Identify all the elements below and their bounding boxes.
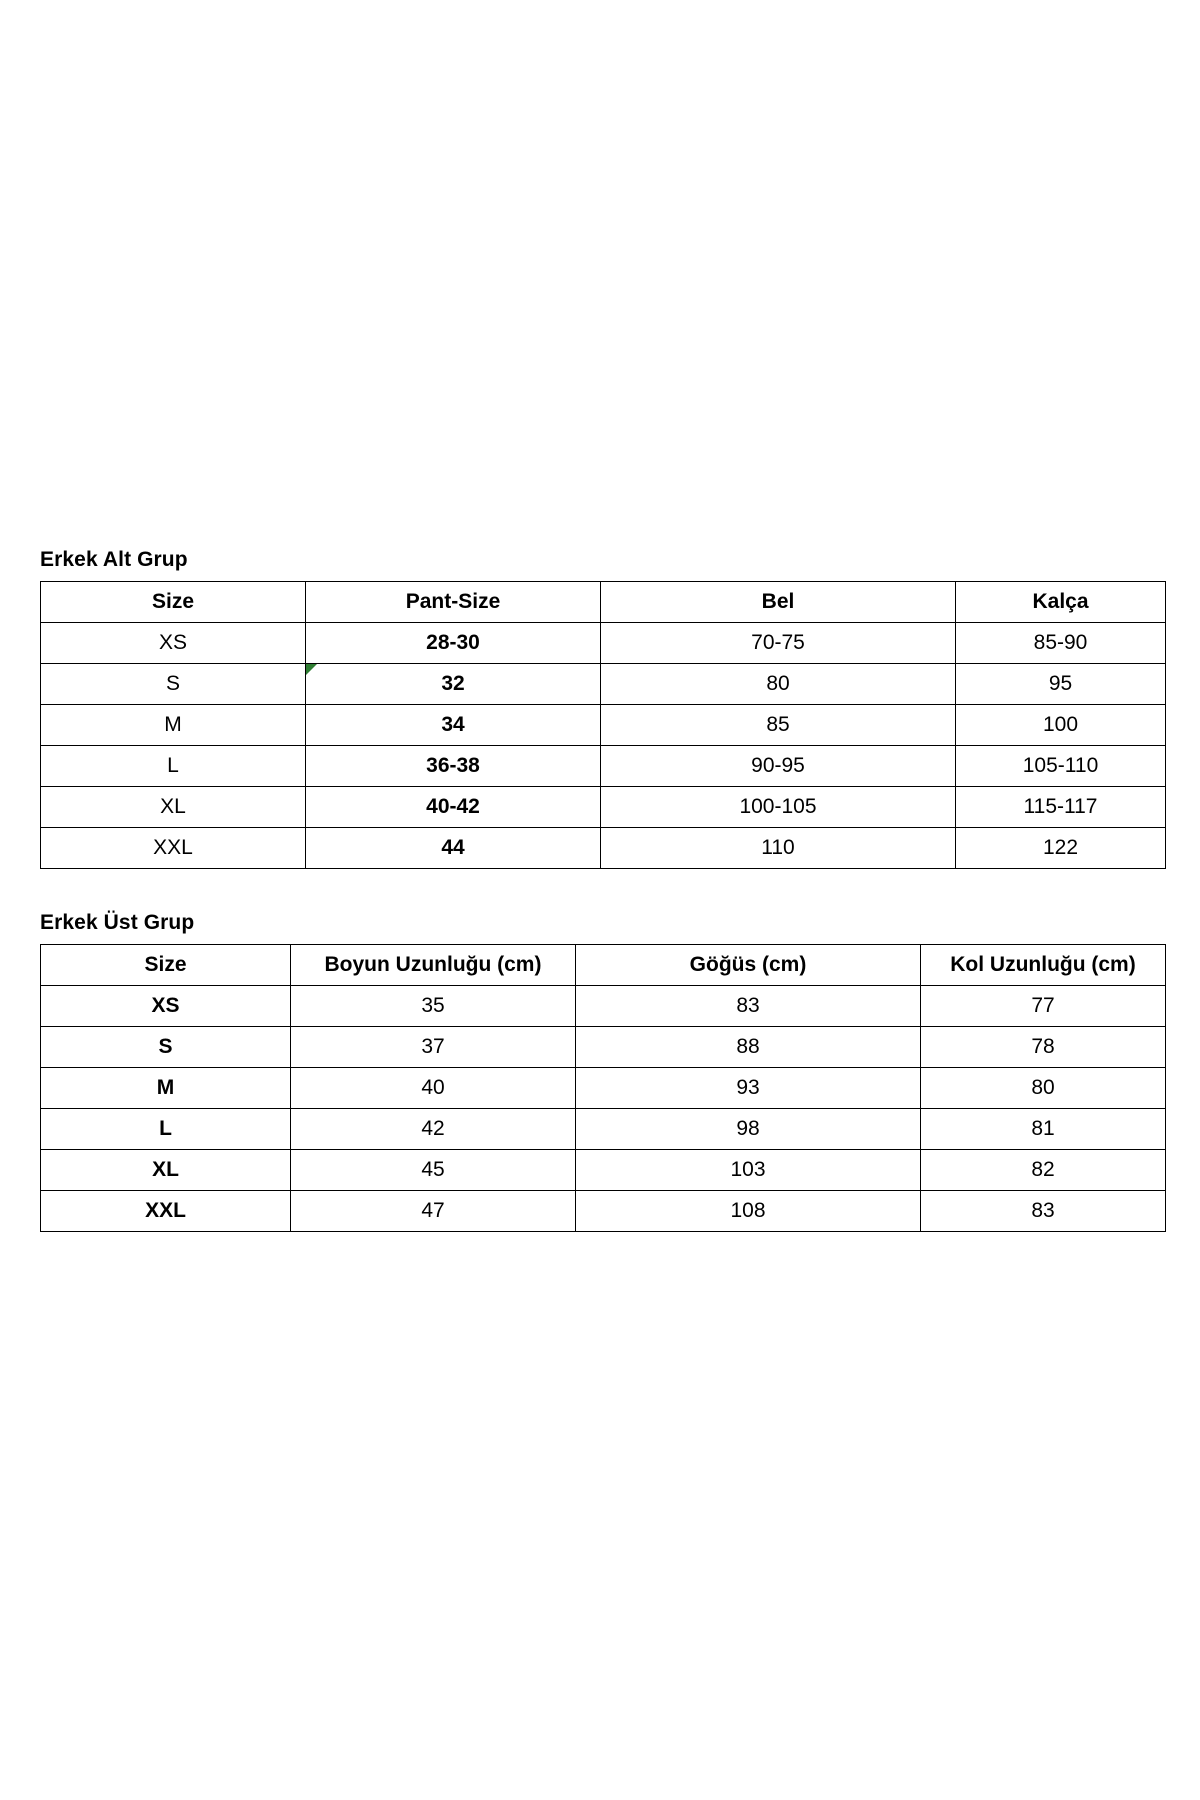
- cell-kalca: 122: [956, 828, 1166, 869]
- lower-body-size-table: [40, 581, 1166, 869]
- cell-pant-size: 40-42: [306, 787, 601, 828]
- cell-size: XL: [41, 787, 306, 828]
- cell-sleeve-length: 78: [921, 1027, 1166, 1068]
- cell-size: M: [41, 1068, 291, 1109]
- cell-sleeve-length: 77: [921, 986, 1166, 1027]
- cell-sleeve-length: 81: [921, 1109, 1166, 1150]
- cell-sleeve-length: 82: [921, 1150, 1166, 1191]
- cell-sleeve-length: 80: [921, 1068, 1166, 1109]
- cell-pant-size: 28-30: [306, 623, 601, 664]
- cell-chest: 98: [576, 1109, 921, 1150]
- cell-neck-length: 45: [291, 1150, 576, 1191]
- column-header-neck-length: Boyun Uzunluğu (cm): [291, 945, 576, 986]
- table-row: [41, 623, 1166, 664]
- cell-bel: 90-95: [601, 746, 956, 787]
- comment-marker-icon: [306, 664, 317, 675]
- cell-size: S: [41, 1027, 291, 1068]
- cell-kalca: 100: [956, 705, 1166, 746]
- cell-pant-size: 36-38: [306, 746, 601, 787]
- table-row: [41, 664, 1166, 705]
- cell-chest: 83: [576, 986, 921, 1027]
- cell-bel: 100-105: [601, 787, 956, 828]
- cell-size: L: [41, 1109, 291, 1150]
- cell-neck-length: 47: [291, 1191, 576, 1232]
- section-title-upper-body: Erkek Üst Grup: [40, 911, 195, 934]
- cell-size: XXL: [41, 1191, 291, 1232]
- table-row: [41, 1109, 1166, 1150]
- cell-chest: 108: [576, 1191, 921, 1232]
- cell-neck-length: 42: [291, 1109, 576, 1150]
- table-row: [41, 787, 1166, 828]
- table-row: [41, 1068, 1166, 1109]
- table-row: [41, 986, 1166, 1027]
- cell-size: S: [41, 664, 306, 705]
- cell-bel: 85: [601, 705, 956, 746]
- cell-kalca: 115-117: [956, 787, 1166, 828]
- cell-pant-size: 34: [306, 705, 601, 746]
- cell-sleeve-length: 83: [921, 1191, 1166, 1232]
- table-row: [41, 828, 1166, 869]
- column-header-chest: Göğüs (cm): [576, 945, 921, 986]
- cell-kalca: 85-90: [956, 623, 1166, 664]
- cell-size: XL: [41, 1150, 291, 1191]
- cell-size: L: [41, 746, 306, 787]
- section-title-lower-body: Erkek Alt Grup: [40, 548, 188, 571]
- cell-kalca: 105-110: [956, 746, 1166, 787]
- cell-bel: 80: [601, 664, 956, 705]
- cell-size: XS: [41, 986, 291, 1027]
- table-row: [41, 746, 1166, 787]
- upper-body-size-table: [40, 944, 1166, 1232]
- cell-kalca: 95: [956, 664, 1166, 705]
- size-chart-content: [40, 548, 1165, 1232]
- cell-neck-length: 40: [291, 1068, 576, 1109]
- column-header-bel: Bel: [601, 582, 956, 623]
- table-row: [41, 1027, 1166, 1068]
- cell-size: M: [41, 705, 306, 746]
- cell-neck-length: 35: [291, 986, 576, 1027]
- column-header-kalca: Kalça: [956, 582, 1166, 623]
- table-header-row: [41, 582, 1166, 623]
- cell-chest: 103: [576, 1150, 921, 1191]
- cell-neck-length: 37: [291, 1027, 576, 1068]
- table-row: [41, 705, 1166, 746]
- cell-bel: 110: [601, 828, 956, 869]
- column-header-size: Size: [41, 945, 291, 986]
- cell-chest: 88: [576, 1027, 921, 1068]
- table-row: [41, 1191, 1166, 1232]
- column-header-pant-size: Pant-Size: [306, 582, 601, 623]
- table-header-row: [41, 945, 1166, 986]
- cell-size: XS: [41, 623, 306, 664]
- column-header-size: Size: [41, 582, 306, 623]
- cell-size: XXL: [41, 828, 306, 869]
- cell-pant-size: 44: [306, 828, 601, 869]
- column-header-sleeve-length: Kol Uzunluğu (cm): [921, 945, 1166, 986]
- cell-bel: 70-75: [601, 623, 956, 664]
- cell-chest: 93: [576, 1068, 921, 1109]
- table-row: [41, 1150, 1166, 1191]
- cell-pant-size: [306, 664, 601, 705]
- cell-pant-size-value: 32: [441, 672, 465, 695]
